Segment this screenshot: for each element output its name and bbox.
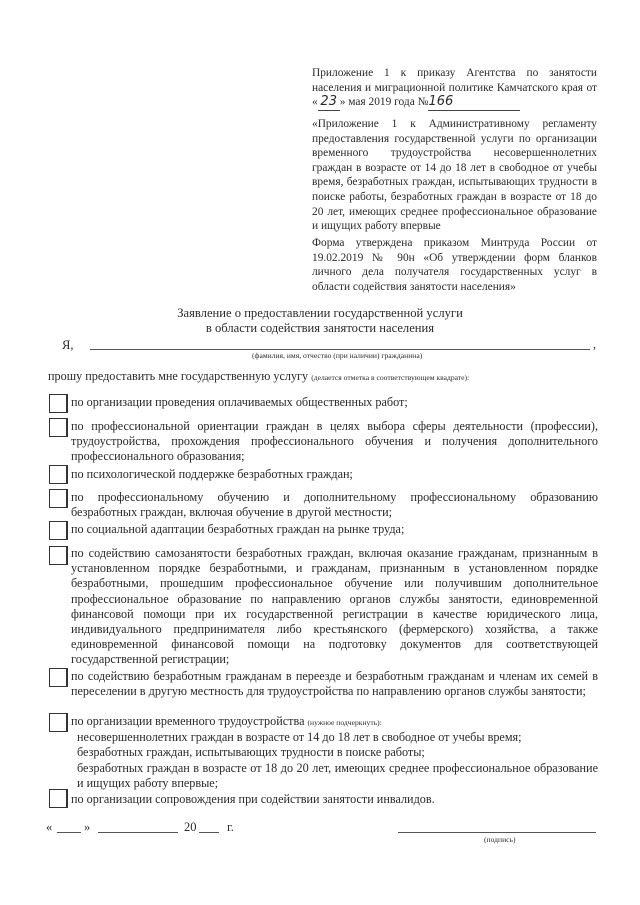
applicant-name-field[interactable] — [90, 349, 590, 350]
form-approval-note: Форма утверждена приказом Минтруда России от 19.02.2019 № 90н «Об утверждении форм бланков личного дела получателя государственных услуг в области содействия занятости населения» — [312, 237, 597, 293]
checkbox-temporary-employment[interactable] — [49, 713, 68, 732]
date-quote-open: « — [46, 820, 53, 834]
checkbox-relocation[interactable] — [49, 668, 68, 687]
subitem-job-seekers[interactable]: безработных граждан, испытывающих трудности в поиске работы; — [77, 745, 425, 760]
option-disabled-support: по организации сопровождения при содействии занятости инвалидов. — [71, 792, 435, 806]
checkbox-public-works[interactable] — [49, 394, 68, 413]
checkbox-vocational-training[interactable] — [49, 489, 68, 508]
appendix-date-text: » мая 2019 года № — [339, 96, 429, 109]
date-year-suffix: г. — [227, 820, 234, 834]
request-statement — [48, 369, 469, 384]
checkbox-social-adaptation[interactable] — [49, 521, 68, 540]
option-relocation: по содействию безработным гражданам в переезде и безработным гражданам и членам их семей в переселении в другую местность для трудоустройства по направлению органов службы занятости; — [71, 669, 598, 699]
option-public-works: по организации проведения оплачиваемых общественных работ; — [71, 395, 408, 409]
request-hint: (делается отметка в соответствующем квадрате): — [311, 373, 470, 382]
form-title-line-1: Заявление о предоставлении государственной услуги — [177, 306, 463, 320]
checkbox-self-employment[interactable] — [49, 546, 68, 565]
checkbox-psychological-support[interactable] — [49, 465, 68, 484]
applicant-comma: , — [593, 337, 596, 351]
appendix-reference — [312, 66, 597, 111]
handwritten-doc-number: 166 — [428, 95, 520, 111]
regulation-note: «Приложение 1 к Административному регламенту предоставления государственной услуги по организации временного трудоустройства несовершеннолетних граждан в возрасте от 14 до 18 лет в свободное от учебы время, безработных граждан, испытывающих трудности в поиске работы, безработных граждан в возрасте от 18 до 20 лет, имеющих среднее профессиональное образование и ищущих работу впервые — [312, 118, 597, 233]
applicant-prefix: Я, — [62, 338, 74, 352]
subitem-minors[interactable]: несовершеннолетних граждан в возрасте от 14 до 18 лет в свободное от учебы время; — [77, 730, 522, 745]
option-social-adaptation: по социальной адаптации безработных граждан на рынке труда; — [71, 522, 405, 536]
handwritten-day: 23 — [318, 95, 340, 111]
option-temporary-employment-hint: (нужное подчеркнуть): — [307, 718, 382, 727]
option-psychological-support: по психологической поддержке безработных граждан; — [71, 467, 353, 481]
date-year-field[interactable] — [199, 832, 219, 833]
option-career-guidance: по профессиональной ориентации граждан в целях выбора сферы деятельности (профессии), трудоустройства, прохождения профессионального обучения и получения дополнительного профессионального образования; — [71, 419, 598, 464]
request-text: прошу предоставить мне государственную услугу — [48, 369, 309, 383]
subitem-young-graduates[interactable]: безработных граждан в возрасте от 18 до 20 лет, имеющих среднее профессиональное образование и ищущих работу впервые; — [77, 760, 598, 790]
signature-field[interactable] — [398, 832, 596, 833]
option-temporary-employment — [71, 714, 598, 791]
checkbox-career-guidance[interactable] — [49, 418, 68, 437]
option-vocational-training: по профессиональному обучению и дополнительному профессиональному образованию безработных граждан, включая обучение в другой местности; — [71, 490, 598, 520]
option-self-employment: по содействию самозанятости безработных граждан, включая оказание гражданам, признанным в установленном порядке безработными, и гражданам, признанным в установленном порядке безработными, прошедшим профессиональное обучение или получившим дополнительное профессиональное образование по направлению органов службы занятости, единовременной финансовой помощи при их государственной регистрации в качестве юридического лица, индивидуального предпринимателя либо крестьянского (фермерского) хозяйства, а также единовременной финансовой помощи на подготовку документов для соответствующей государственной регистрации; — [71, 546, 598, 667]
date-year-prefix: 20 — [184, 820, 197, 834]
signature-hint: (подпись) — [484, 835, 516, 844]
option-temporary-employment-text: по организации временного трудоустройства — [71, 714, 305, 728]
date-month-field[interactable] — [98, 832, 178, 833]
checkbox-disabled-support[interactable] — [49, 789, 68, 808]
applicant-hint: (фамилия, имя, отчество (при наличии) гражданина) — [252, 351, 423, 360]
date-day-field[interactable] — [57, 832, 81, 833]
form-title-line-2: в области содействия занятости населения — [205, 321, 435, 335]
appendix-text: Приложение 1 к приказу Агентства по занятости населения и миграционной политике Камчатского края от « — [312, 67, 597, 109]
date-quote-close: » — [84, 820, 91, 834]
